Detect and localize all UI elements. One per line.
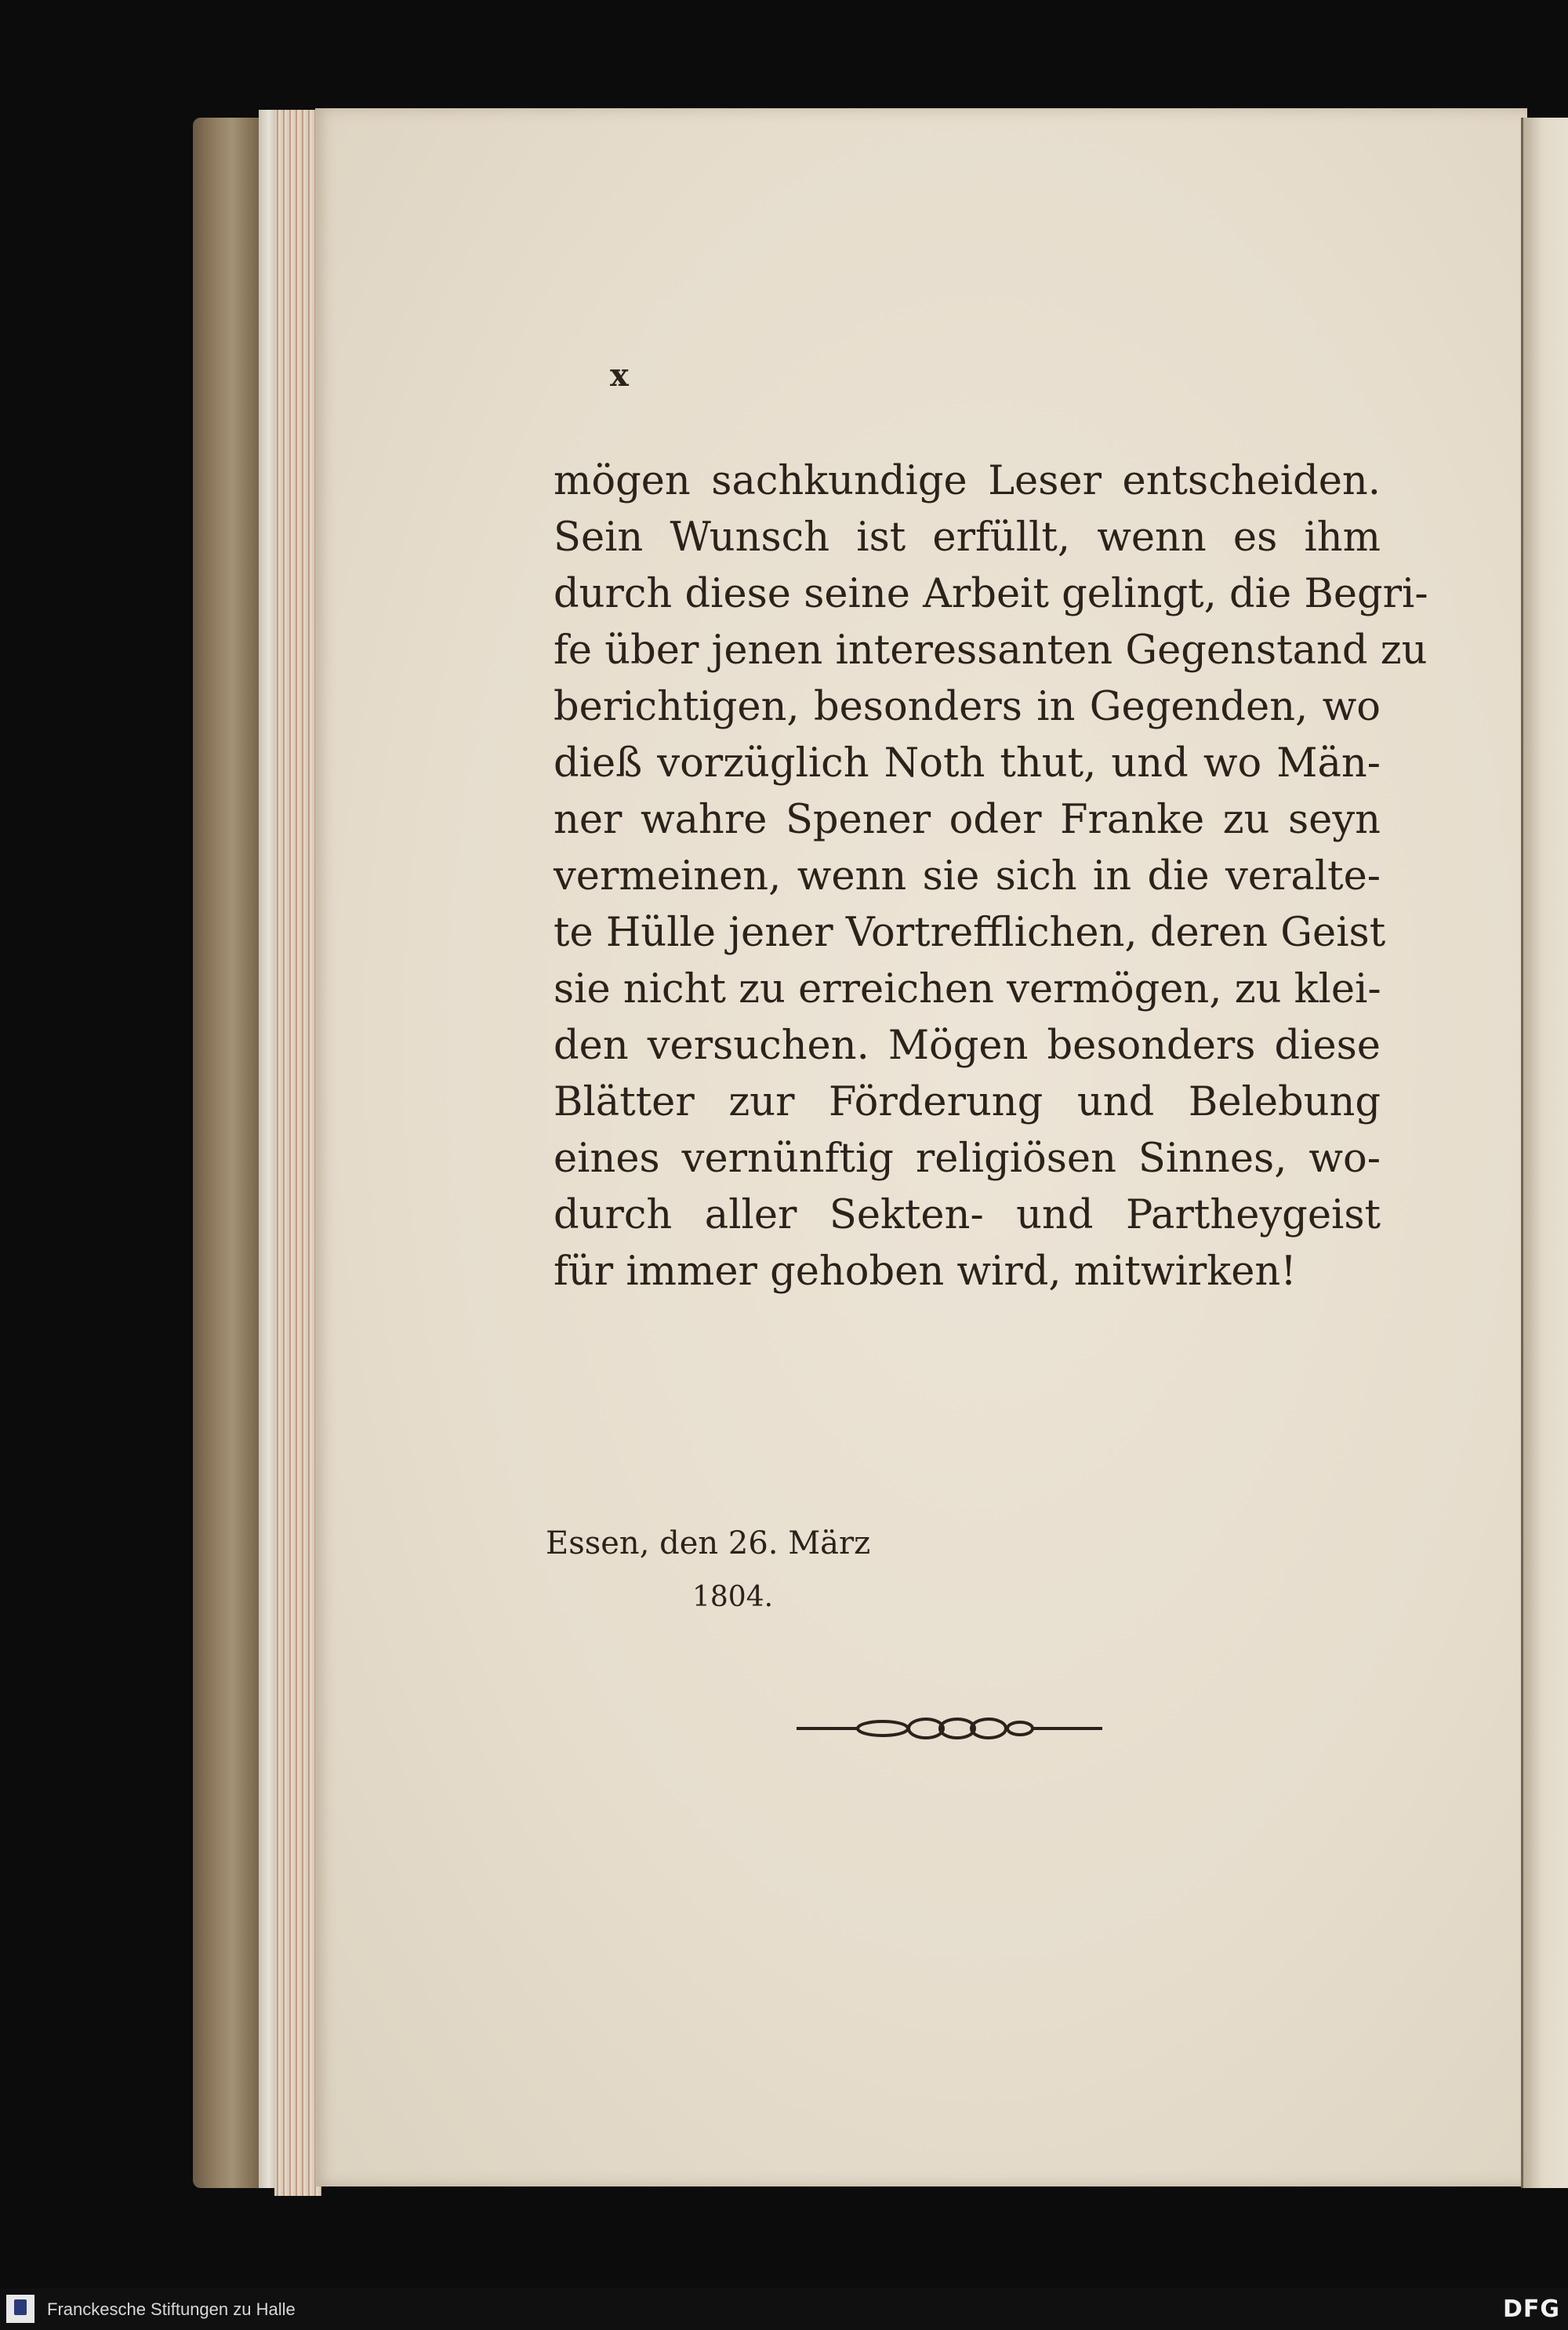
text-line: mögen sachkundige Leser entscheiden. <box>554 458 1381 504</box>
text-line: eines vernünftig religiösen Sinnes, wo- <box>554 1136 1381 1182</box>
institution-name: Franckesche Stiftungen zu Halle <box>47 2299 296 2319</box>
text-line: Sein Wunsch ist erfüllt, wenn es ihm <box>554 514 1381 561</box>
text-line: für immer gehoben wird, mitwirken! <box>554 1249 1297 1295</box>
text-line: ner wahre Spener oder Franke zu seyn <box>554 797 1381 843</box>
text-line: durch aller Sekten- und Partheygeist <box>554 1192 1381 1238</box>
text-line: te Hülle jener Vortrefflichen, deren Geist <box>554 910 1386 956</box>
page-number: x <box>610 357 629 394</box>
text-line: vermeinen, wenn sie sich in die veralte- <box>554 853 1381 900</box>
institution-logo-icon <box>6 2295 34 2323</box>
footer-bar <box>0 2288 1568 2330</box>
place-date: Essen, den 26. März <box>546 1525 871 1561</box>
text-line: berichtigen, besonders in Gegenden, wo <box>554 684 1381 730</box>
text-line: den versuchen. Mögen besonders diese <box>554 1023 1381 1069</box>
text-line: fe über jenen interessanten Gegenstand zu <box>554 627 1428 674</box>
dfg-logo: DFG <box>1502 2295 1560 2323</box>
text-line: durch diese seine Arbeit gelingt, die Begri- <box>554 571 1428 617</box>
ornament-divider <box>797 1714 1102 1743</box>
year: 1804. <box>692 1581 774 1613</box>
body-text <box>554 453 1428 1300</box>
text-line: dieß vorzüglich Noth thut, und wo Män- <box>554 740 1381 787</box>
text-line: sie nicht zu erreichen vermögen, zu klei- <box>554 966 1381 1012</box>
text-line: Blätter zur Förderung und Belebung <box>554 1079 1381 1125</box>
next-page-edge <box>1521 118 1568 2188</box>
page-stack-edges <box>274 110 321 2196</box>
